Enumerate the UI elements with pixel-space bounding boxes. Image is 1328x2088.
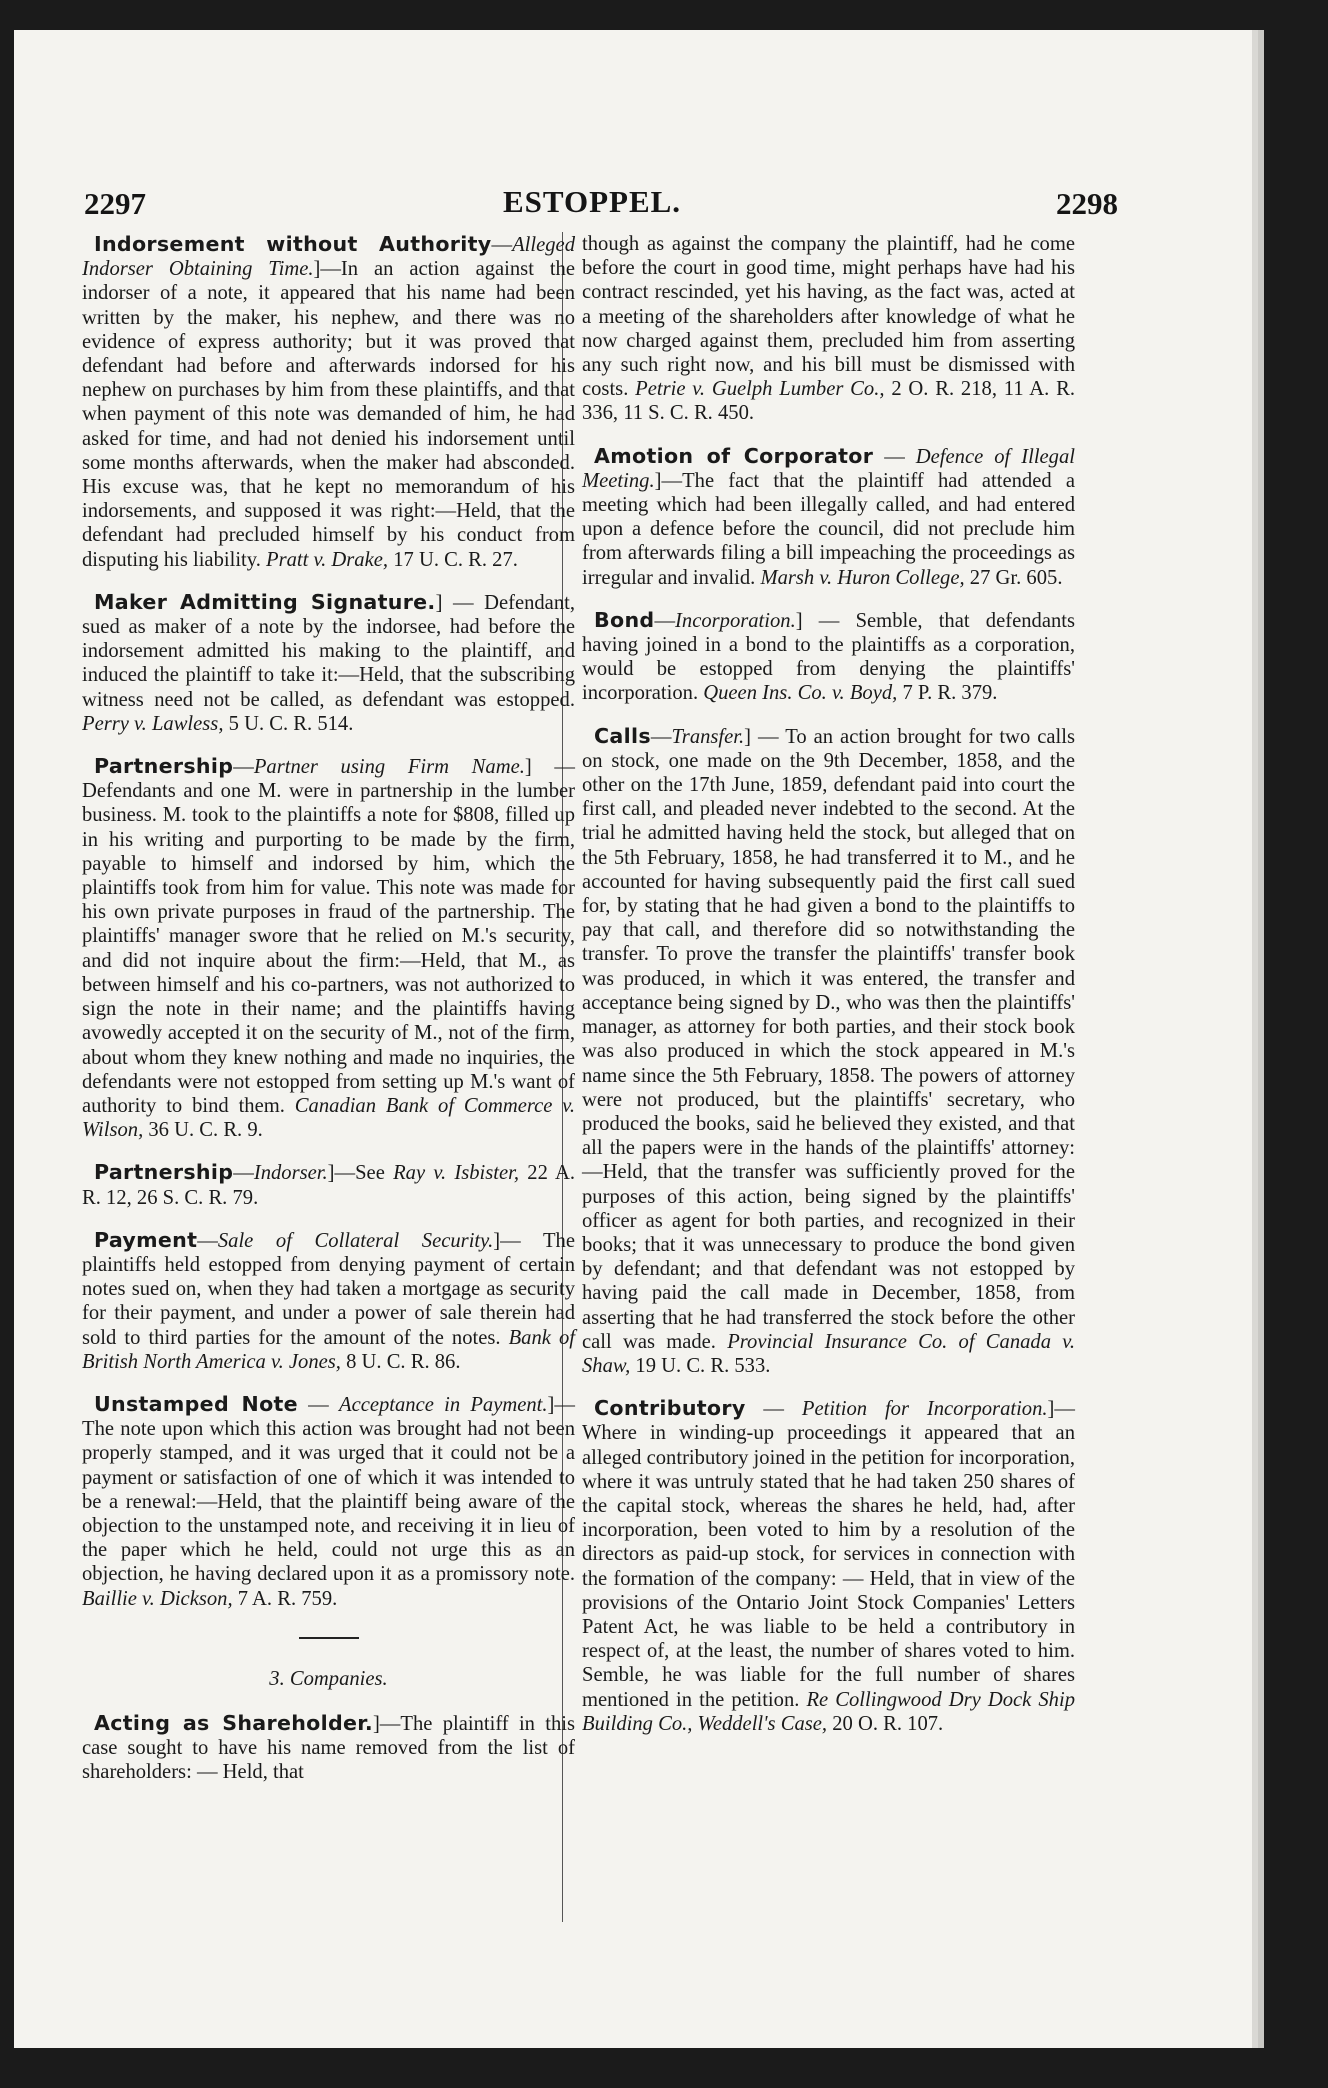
entry-subheading: Petition for Incorporation. [801,1398,1048,1421]
entry-body: ]—The fact that the plaintiff had attended a meeting which had been illegally called, and had entered upon a defence before the council, did not preclude him from afterwards filing a bill impeaching the proceedings as irregular and invalid. [582,469,1075,589]
entry-contributory: Contributory — Petition for Incorporation.]—Where in winding-up proceedings it appeared that an alleged contributory joined in the petition for incorporation, where it was untruly stated that he had taken 250 shares of the capital stock, whereas the shares he held, had, after incorporation, been voted to him by a resolution of the directors as paid-up stock, for services in connection with the formation of the company: — Held, that in view of the provisions of the Ontario Joint Stock Companies' Letters Patent Act, he was liable to be held a contributory in respect of, at the least, the number of shares voted to him. Semble, he was liable for the full number of shares mentioned in the petition. Re Collingwood Dry Dock Ship Building Co., Weddell's Case, 20 O. R. 107. [582,1396,1075,1735]
entry-heading: Contributory [594,1396,746,1421]
entry-citation: Re Collingwood Dry Dock Ship Building Co., Weddell's Case, [582,1688,1075,1735]
entry-heading: Maker Admitting Signature. [94,589,436,614]
entry-citation: Marsh v. Huron College, [760,566,965,589]
entry-citation-ref: 22 A. R. 12, 26 S. C. R. 79. [82,1162,575,1209]
entry-heading: Payment [94,1227,198,1252]
entry-subheading: Sale of Collateral Security. [217,1229,494,1252]
entry-citation: Bank of British North America v. Jones, [82,1326,575,1373]
entry-citation-ref: 8 U. C. R. 86. [346,1350,461,1373]
entry-citation-ref: 5 U. C. R. 514. [228,712,354,735]
entry-partnership-indorser: Partnership—Indorser.]—See Ray v. Isbister, 22 A. R. 12, 26 S. C. R. 79. [82,1160,575,1209]
entry-acting-shareholder [82,1711,575,1785]
entry-heading: Indorsement without Authority [94,232,492,256]
entry-body: ] — Semble, that defendants having joined in a bond to the plaintiffs as a corporation, would be estopped from denying the plaintiffs' incorporation. [582,609,1075,705]
entry-heading: Amotion of Corporator [594,443,874,468]
entry-subheading: Transfer. [671,725,745,748]
entry-citation-ref: 19 U. C. R. 533. [635,1354,771,1377]
entry-bond: Bond—Incorporation.] — Semble, that defendants having joined in a bond to the plaintiffs as a corporation, would be estopped from denying the plaintiffs' incorporation. Queen Ins. Co. v. Boyd, 7 P. R. 379. [582,607,1075,705]
entry-body: ]—The plaintiff in this case sought to have his name removed from the list of shareholders: — Held, that [82,1712,575,1784]
entry-partnership-firm-name: Partnership—Partner using Firm Name.] —Defendants and one M. were in partnership in the lumber business. M. took to the plaintiffs a note for $808, filled up in his writing and purporting to be made by the firm, payable to himself and indorsed by him, which the plaintiffs took from him for value. This note was made for his own private purposes in fraud of the partnership. The plaintiffs' manager swore that he relied on M.'s security, and did not inquire about the firm:—Held, that M., as between himself and his co-partners, was not authorized to sign the note in their name; and the plaintiffs having avowedly accepted it on the security of M., not of the firm, about whom they knew nothing and made no inquiries, the defendants were not estopped from setting up M.'s want of authority to bind them. Canadian Bank of Commerce v. Wilson, 36 U. C. R. 9. [82,754,576,1142]
entry-citation-ref: 27 Gr. 605. [969,566,1063,589]
entry-subheading: Defence of Illegal Meeting. [582,445,1075,492]
entry-citation-ref: 20 O. R. 107. [832,1712,944,1735]
entry-citation-ref: 36 U. C. R. 9. [148,1119,263,1142]
entry-citation: Perry v. Lawless, [82,712,224,735]
entry-body: ] — Defendant, sued as maker of a note by the indorsee, had before the indorsement admitted his making to the plaintiff, and induced the plaintiff to take it:—Held, that the subscribing witness need not be called, as defendant was estopped. [82,591,575,711]
entry-citation-ref: 7 A. R. 759. [237,1587,338,1610]
entry-citation: Baillie v. Dickson, [82,1587,233,1610]
entry-continuation [582,232,1075,426]
entry-heading: Partnership [94,1160,234,1185]
entry-citation: Queen Ins. Co. v. Boyd, [703,682,898,705]
entry-body: ]—See [327,1162,385,1185]
entry-heading: Acting as Shareholder. [94,1710,373,1735]
entry-calls: Calls—Transfer.] — To an action brought for two calls on stock, one made on the 9th December, 1858, and the other on the 17th June, 1859, defendant paid into court the first call, and pleaded never indebted to the second. At the trial he admitted having held the stock, but alleged that on the 5th February, 1858, he had transferred it to M., and he accounted for having subsequently paid the first call sued for, by stating that he had given a bond to the plaintiffs to pay that call, and therefore did so notwithstanding the transfer. To prove the transfer the plaintiffs' transfer book was produced, in which it was entered, the transfer and acceptance being signed by D., who was then the plaintiffs' manager, as attorney for both parties, and their stock book was also produced in which the stock appeared in M.'s name since the 5th February, 1858. The powers of attorney were not produced, but the plaintiffs' secretary, who produced the books, said he believed they existed, and that all the papers were in the hands of the plaintiffs' attorney:—Held, that the transfer was sufficiently proved for the purposes of this action, being signed by the plaintiffs' officer as agent for both parties, and recognized in their books; that it was unnecessary to produce the bond given by defendant; and that defendant was not estopped by having paid the call made in December, 1858, from asserting that he had transferred the stock before the other call was made. Provincial Insurance Co. of Canada v. Shaw, 19 U. C. R. 533. [582,723,1076,1377]
entry-citation-ref: 7 P. R. 379. [902,682,998,705]
entry-body: ]—The note upon which this action was brought had not been properly stamped, and it was urged that it could not be a payment or satisfaction of one of which it was intended to be a renewal:—Held, that the plaintiff being aware of the objection to the unstamped note, and receiving it in lieu of the paper which he held, could not urge this as an objection, he having declared upon it as a promissory note. [82,1393,575,1586]
entry-citation: Canadian Bank of Commerce v. Wilson, [82,1094,576,1142]
entry-payment: Payment—Sale of Collateral Security.]— The plaintiffs held estopped from denying payment of certain notes sued on, when they had taken a mortgage as security for their payment, and under a power of sale therein had sold to third parties for the amount of the notes. Bank of British North America v. Jones, 8 U. C. R. 86. [82,1227,575,1373]
entry-subheading: Indorser. [253,1162,328,1185]
entry-subheading: Partner using Firm Name. [253,756,525,779]
entry-amotion: Amotion of Corporator — Defence of Illegal Meeting.]—The fact that the plaintiff had attended a meeting which had been illegally called, and had entered upon a defence before the council, did not preclude him from afterwards filing a bill impeaching the proceedings as irregular and invalid. Marsh v. Huron College, 27 Gr. 605. [582,443,1075,589]
section-rule [299,1637,359,1639]
entry-citation: Pratt v. Drake, [266,548,389,571]
entry-citation-ref: 17 U. C. R. 27. [393,548,518,571]
entry-body: ] — To an action brought for two calls on stock, one made on the 9th December, 1858, and the other on the 17th June, 1859, defendant paid into court the first call, and pleaded never indebted to the second. At the trial he admitted having held the stock, but alleged that on the 5th February, 1858, he had transferred it to M., and he accounted for having subsequently paid the first call sued for, by stating that he had given a bond to the plaintiffs to pay that call, and therefore did so notwithstanding the transfer. To prove the transfer the plaintiffs' transfer book was produced, in which it was entered, the transfer and acceptance being signed by D., who was then the plaintiffs' manager, as attorney for both parties, and their stock book was also produced in which the stock appeared in M.'s name since the 5th February, 1858. The powers of attorney were not produced, but the plaintiffs' secretary, who produced the books, said he believed they existed, and that all the papers were in the hands of the plaintiffs' attorney:—Held, that the transfer was sufficiently proved for the purposes of this action, being signed by the plaintiffs' officer as agent for both parties, and recognized in their books; that it was unnecessary to produce the bond given by defendant; and that defendant was not estopped by having paid the call made in December, 1858, from asserting that he had transferred the stock before the other call was made. [582,725,1075,1353]
right-column [582,232,1075,1754]
running-header [72,180,1118,240]
entry-heading: Partnership [94,754,234,779]
section-title: 3. Companies. [269,1667,388,1690]
entry-subheading: Incorporation. [675,609,796,632]
right-page-number: 2298 [1056,186,1118,221]
entry-citation: Ray v. Isbister, [393,1162,520,1185]
entry-heading: Bond [594,607,655,632]
entry-body: ] —Defendants and one M. were in partnership in the lumber business. M. took to the plaintiffs a note for $808, filled up in his writing and purporting to be made by the firm, payable to himself and indorsed by him, which the plaintiffs took from him for value. This note was made for his own private purposes in fraud of the partnership. The plaintiffs' manager swore that he relied on M.'s security, and did not inquire about the firm:—Held, that M., as between himself and his co-partners, was not authorized to sign the note in their name; and the plaintiffs having avowedly accepted it on the security of M., not of the firm, about whom they knew nothing and made no inquiries, the defendants were not estopped from setting up M.'s want of authority to bind them. [82,756,575,1117]
entry-subheading: Alleged Indorser Obtaining Time. [82,234,575,281]
entry-body: ]— The plaintiffs held estopped from denying payment of certain notes sued on, when they had taken a mortgage as security for their payment, and under a power of sale therein had sold to third parties for the amount of the notes. [82,1229,575,1349]
entry-maker-admitting [82,590,575,736]
entry-unstamped-note: Unstamped Note — Acceptance in Payment.]—The note upon which this action was brought had not been properly stamped, and it was urged that it could not be a payment or satisfaction of one of which it was intended to be a renewal:—Held, that the plaintiff being aware of the objection to the unstamped note, and receiving it in lieu of the paper which he held, could not urge this as an objection, he having declared upon it as a promissory note. Baillie v. Dickson, 7 A. R. 759. [82,1391,575,1610]
page-title: ESTOPPEL. [502,184,682,219]
left-column [82,232,575,1803]
entry-body: ]—In an action against the indorser of a note, it appeared that his name had been written by the maker, his nephew, and there was no evidence of express authority; but it was proved that defendant had before and afterwards indorsed for his nephew on purchases by him from these plaintiffs, and that when payment of this note was demanded of him, he had asked for time, and had not denied his indorsement until some months afterwards, when the maker had absconded. His excuse was, that he kept no memorandum of his indorsements, and supposed it was right:—Held, that the defendant had precluded himself by his conduct from disputing his liability. [82,258,575,571]
entry-citation-ref: 2 O. R. 218, 11 A. R. 336, 11 S. C. R. 450. [582,378,1075,425]
entry-body: ]—Where in winding-up proceedings it appeared that an alleged contributory joined in the petition for incorporation, where it was untruly stated that he had taken 250 shares of the capital stock, whereas the shares he held, had, after incorporation, been voted to him by a resolution of the directors as paid-up stock, for services in connection with the formation of the company: — Held, that in view of the provisions of the Ontario Joint Stock Companies' Letters Patent Act, he was liable to be held a contributory in respect of, at the least, the number of shares voted to him. Semble, he was liable for the full number of shares mentioned in the petition. [582,1398,1075,1711]
entry-body: though as against the company the plaintiff, had he come before the court in good time, might perhaps have had his contract rescinded, yet his having, as the fact was, acted at a meeting of the shareholders after knowledge of what he now charged against them, precluded him from asserting any such right now, and his bill must be dismissed with costs. [582,233,1075,401]
entry-heading: Unstamped Note [94,1391,298,1416]
entry-subheading: Acceptance in Payment. [338,1393,548,1416]
entry-indorsement: Indorsement without Authority—Alleged Indorser Obtaining Time.]—In an action against the indorser of a note, it appeared that his name had been written by the maker, his nephew, and there was no evidence of express authority; but it was proved that defendant had before and afterwards indorsed for his nephew on purchases by him from these plaintiffs, and that when payment of this note was demanded of him, he had asked for time, and had not denied his indorsement until some months afterwards, when the maker had absconded. His excuse was, that he kept no memorandum of his indorsements, and supposed it was right:—Held, that the defendant had precluded himself by his conduct from disputing his liability. Pratt v. Drake, 17 U. C. R. 27. [82,232,575,571]
entry-citation: Petrie v. Guelph Lumber Co., [635,378,885,401]
entry-citation: Provincial Insurance Co. of Canada v. Shaw, [582,1330,1076,1377]
entry-heading: Calls [594,723,651,748]
left-page-number: 2297 [84,186,146,221]
